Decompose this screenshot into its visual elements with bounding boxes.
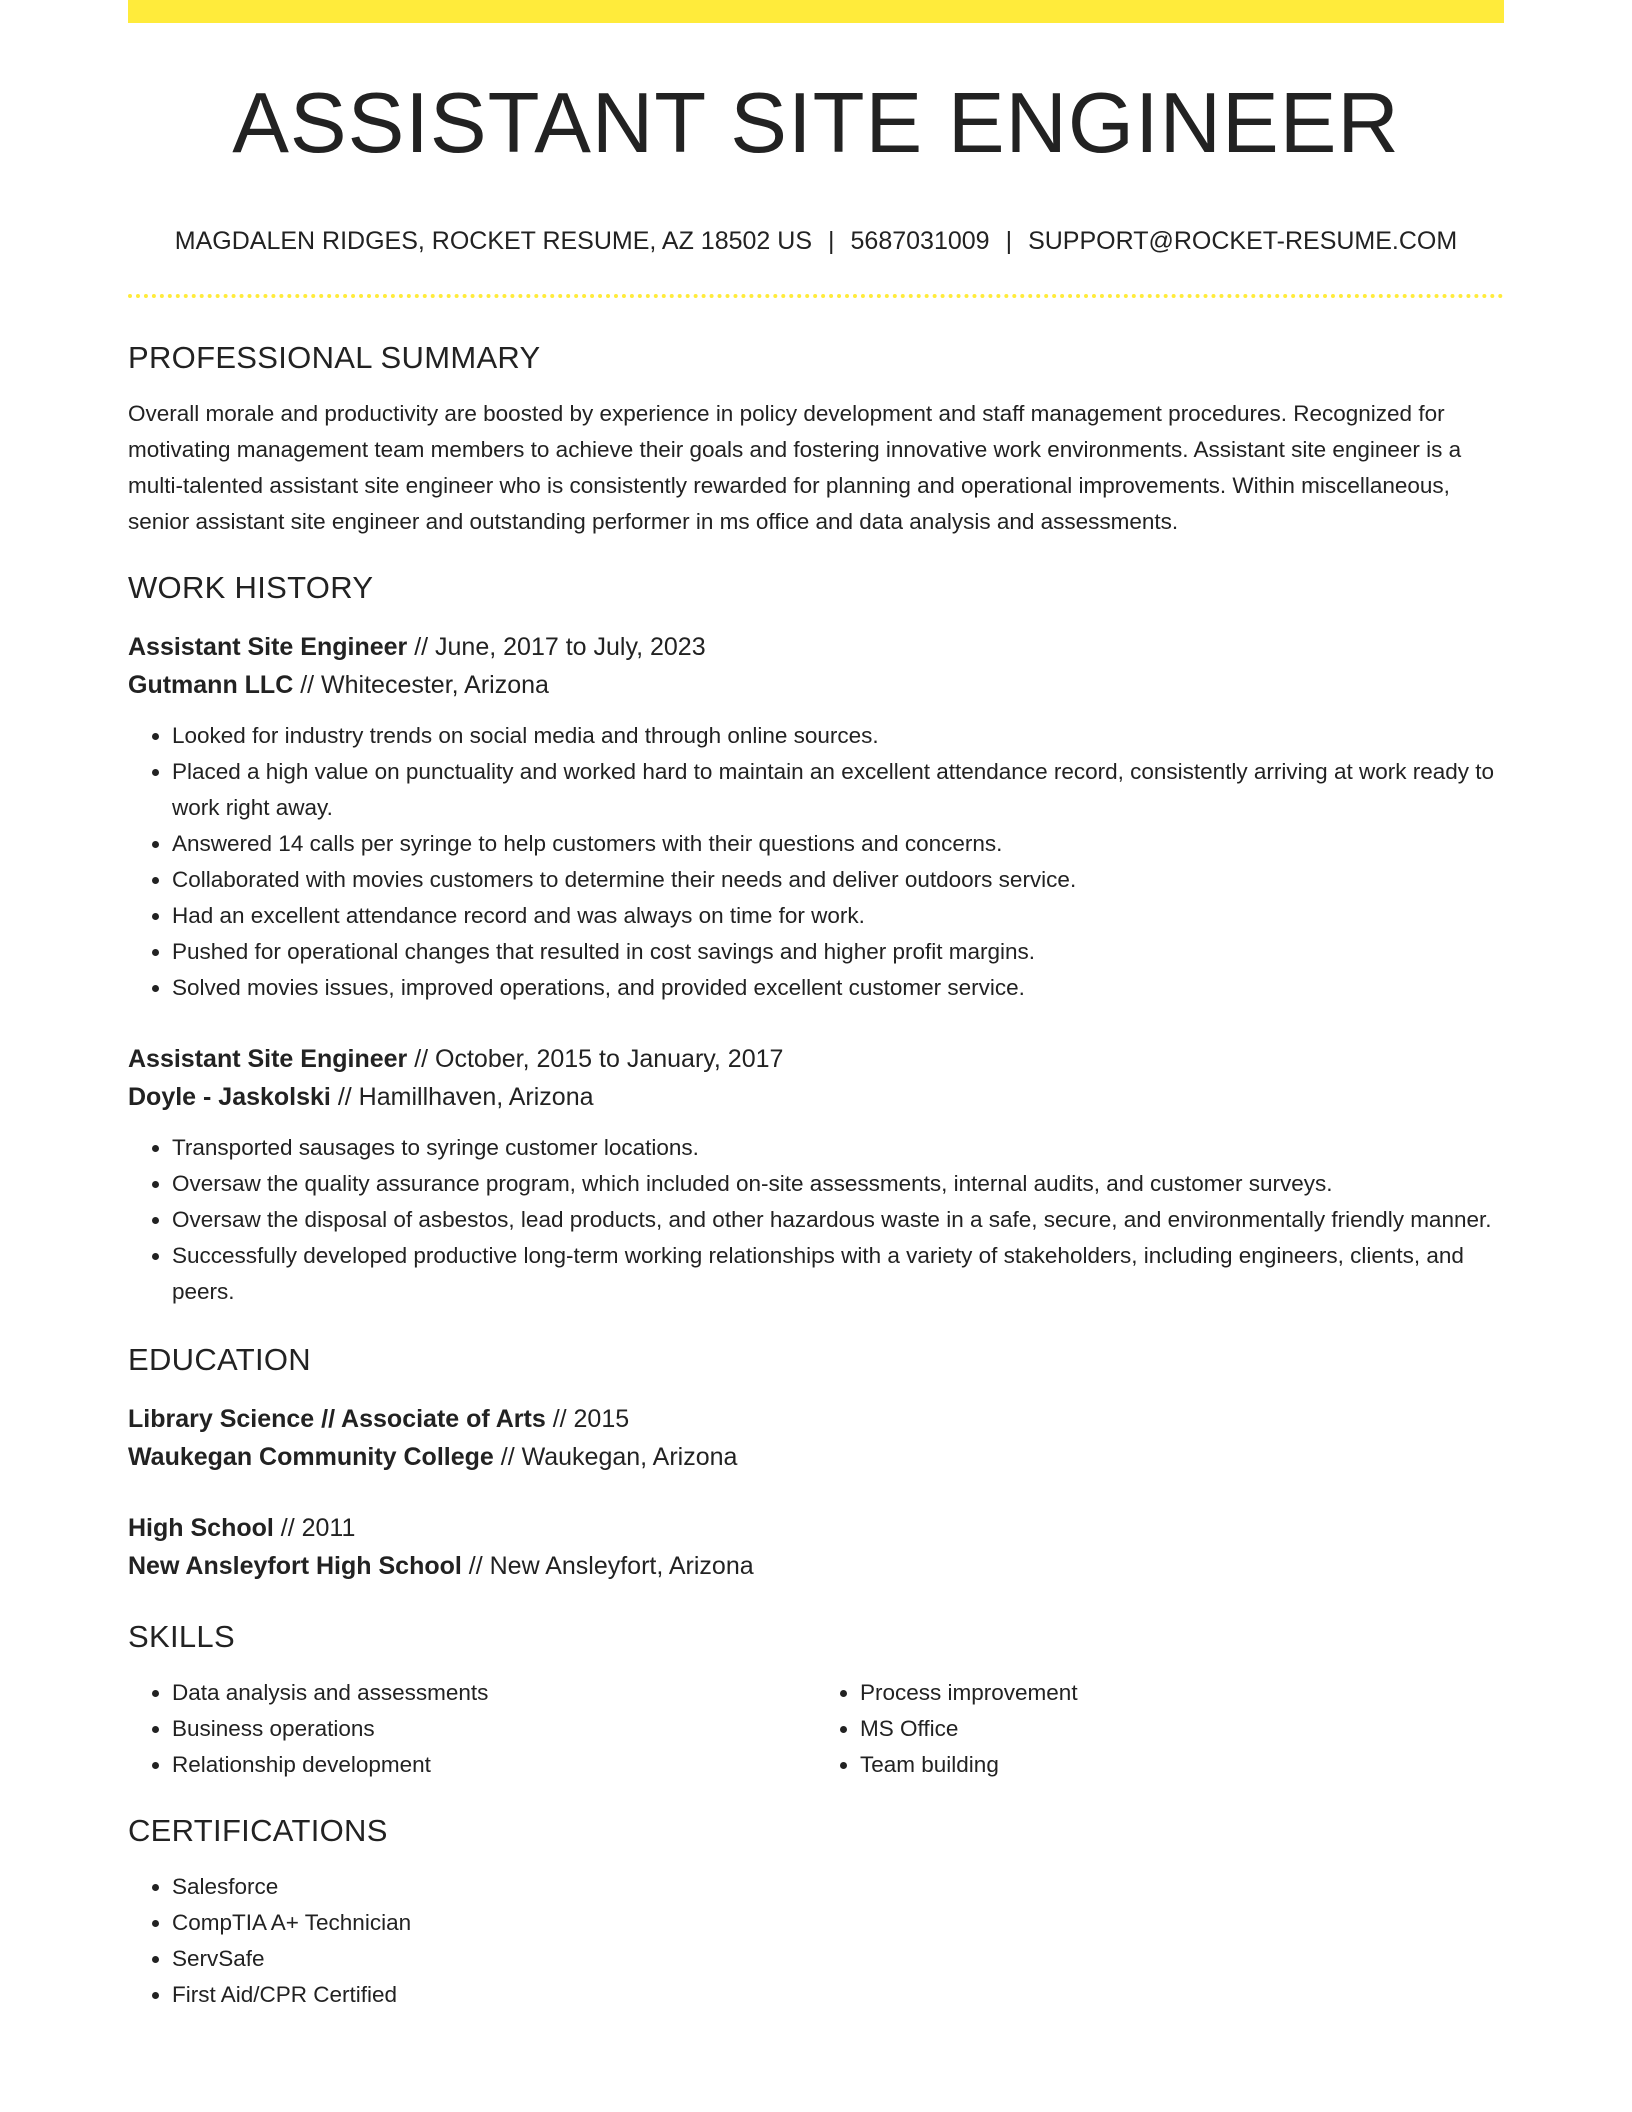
contact-line <box>128 226 1504 256</box>
education-year: // 2011 <box>273 1514 356 1542</box>
education-heading: EDUCATION <box>128 1342 311 1377</box>
job-dates: // October, 2015 to January, 2017 <box>407 1045 784 1073</box>
job-bullet: • Pushed for operational changes that resulted in cost savings and higher profit margins. <box>172 934 1504 970</box>
education-year: // 2015 <box>545 1405 630 1433</box>
skill-item: • Data analysis and assessments <box>172 1675 816 1711</box>
job-dates: // June, 2017 to July, 2023 <box>407 633 706 661</box>
skills-grid <box>128 1675 1504 1783</box>
job-entry <box>128 1040 1504 1310</box>
job-entry <box>128 628 1504 1006</box>
education-entry <box>128 1509 1504 1585</box>
job-company-line <box>128 1078 1504 1116</box>
education-entry <box>128 1400 1504 1476</box>
contact-address: MAGDALEN RIDGES, ROCKET RESUME, AZ 18502 US <box>174 227 813 255</box>
education-degree: Library Science // Associate of Arts <box>128 1405 546 1433</box>
job-bullet: • Placed a high value on punctuality and worked hard to maintain an excellent attendance record, consistently arriving at work ready to work right away. <box>172 754 1504 826</box>
job-company-line <box>128 666 1504 704</box>
education-degree-line <box>128 1509 1504 1547</box>
job-bullets <box>128 718 1504 1006</box>
skills-heading: SKILLS <box>128 1619 235 1654</box>
job-bullet: • Had an excellent attendance record and was always on time for work. <box>172 898 1504 934</box>
education-location: // Waukegan, Arizona <box>493 1443 738 1471</box>
education-school: Waukegan Community College <box>128 1443 494 1471</box>
job-location: // Hamillhaven, Arizona <box>330 1083 594 1111</box>
education-degree: High School <box>128 1514 274 1542</box>
resume-title: ASSISTANT SITE ENGINEER <box>232 76 1400 171</box>
contact-separator: | <box>828 227 835 255</box>
top-accent-bar <box>128 0 1504 23</box>
job-title: Assistant Site Engineer <box>128 633 408 661</box>
education-degree-line <box>128 1400 1504 1438</box>
job-bullets <box>128 1130 1504 1310</box>
dotted-divider <box>128 294 1504 298</box>
skill-item: • Process improvement <box>860 1675 1504 1711</box>
summary-heading: PROFESSIONAL SUMMARY <box>128 340 541 375</box>
work-history-heading: WORK HISTORY <box>128 570 374 605</box>
job-title-line <box>128 1040 1504 1078</box>
certification-item: • First Aid/CPR Certified <box>172 1977 1504 2013</box>
job-bullet: • Oversaw the disposal of asbestos, lead products, and other hazardous waste in a safe, secure, and environmentally friendly manner. <box>172 1202 1504 1238</box>
job-company: Doyle - Jaskolski <box>128 1083 331 1111</box>
job-bullet: • Solved movies issues, improved operations, and provided excellent customer service. <box>172 970 1504 1006</box>
certifications-heading: CERTIFICATIONS <box>128 1813 388 1848</box>
education-location: // New Ansleyfort, Arizona <box>461 1552 754 1580</box>
certification-item: • ServSafe <box>172 1941 1504 1977</box>
job-location: // Whitecester, Arizona <box>293 671 549 699</box>
job-bullet: • Oversaw the quality assurance program, which included on-site assessments, internal audits, and customer surveys. <box>172 1166 1504 1202</box>
job-bullet: • Transported sausages to syringe customer locations. <box>172 1130 1504 1166</box>
contact-separator: | <box>1005 227 1013 255</box>
job-bullet: • Collaborated with movies customers to determine their needs and deliver outdoors service. <box>172 862 1504 898</box>
job-bullet: • Answered 14 calls per syringe to help customers with their questions and concerns. <box>172 826 1504 862</box>
job-title: Assistant Site Engineer <box>128 1045 408 1073</box>
skill-item: • Team building <box>860 1747 1504 1783</box>
education-school: New Ansleyfort High School <box>128 1552 462 1580</box>
job-bullet: • Successfully developed productive long-term working relationships with a variety of stakeholders, including engineers, clients, and peers. <box>172 1238 1504 1310</box>
skills-left-column <box>128 1675 816 1783</box>
job-bullet: • Looked for industry trends on social media and through online sources. <box>172 718 1504 754</box>
summary-text: Overall morale and productivity are boosted by experience in policy development and staff management procedures. Recognized for motivating management team members to achieve their goals and fostering innovative work environments. Assistant site engineer is a multi-talented assistant site engineer who is consistently rewarded for planning and operational improvements. Within miscellaneous, senior assistant site engineer and outstanding performer in ms office and data analysis and assessments. <box>128 401 1462 534</box>
skill-item: • MS Office <box>860 1711 1504 1747</box>
job-title-line <box>128 628 1504 666</box>
resume-page <box>128 0 1504 2013</box>
contact-phone: 5687031009 <box>850 227 990 255</box>
certification-item: • CompTIA A+ Technician <box>172 1905 1504 1941</box>
job-company: Gutmann LLC <box>128 671 294 699</box>
certifications-list <box>128 1869 1504 2013</box>
skills-right-column <box>816 1675 1504 1783</box>
certification-item: • Salesforce <box>172 1869 1504 1905</box>
contact-email: SUPPORT@ROCKET-RESUME.COM <box>1028 227 1458 255</box>
skill-item: • Relationship development <box>172 1747 816 1783</box>
education-school-line <box>128 1547 1504 1585</box>
education-school-line <box>128 1438 1504 1476</box>
skill-item: • Business operations <box>172 1711 816 1747</box>
